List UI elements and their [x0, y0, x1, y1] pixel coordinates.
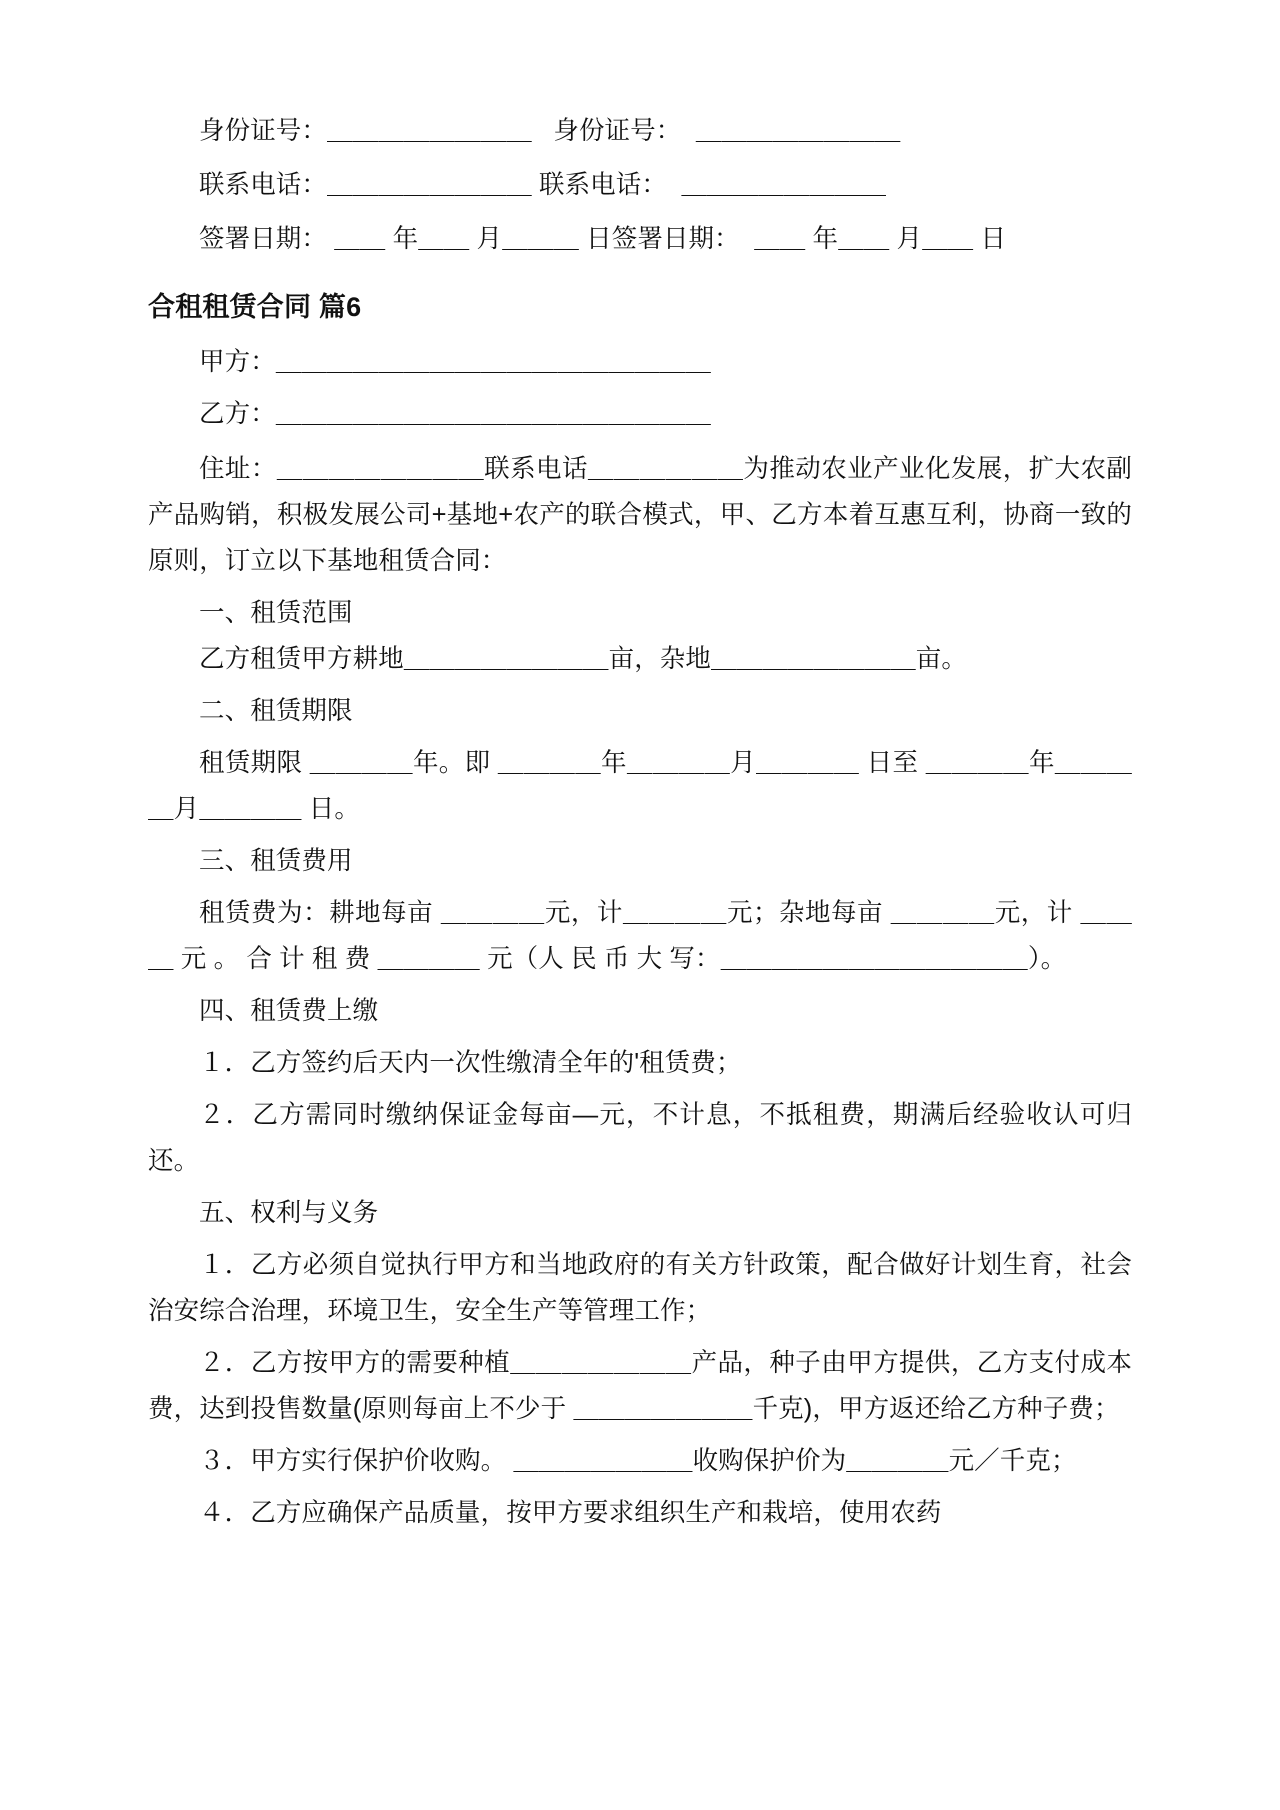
section-item: ３．甲方实行保护价收购。 ＿＿＿＿＿＿＿收购保护价为＿＿＿＿元／千克； — [199, 1447, 1077, 1475]
section-heading: 五、权利与义务 — [199, 1199, 379, 1227]
id-number-row: 身份证号：＿＿＿＿＿＿＿＿ 身份证号： ＿＿＿＿＿＿＿＿ — [199, 117, 901, 145]
section-item: ４．乙方应确保产品质量，按甲方要求组织生产和栽培，使用农药 — [199, 1499, 942, 1527]
party-b-line: 乙方：＿＿＿＿＿＿＿＿＿＿＿＿＿＿＿＿＿ — [199, 400, 712, 428]
section-item: ２．乙方按甲方的需要种植＿＿＿＿＿＿＿产品，种子由甲方提供，乙方支付成本费，达到投售数量(原则每亩上不少于 ＿＿＿＿＿＿＿千克)，甲方返还给乙方种子费； — [148, 1349, 1132, 1423]
party-a-line: 甲方：＿＿＿＿＿＿＿＿＿＿＿＿＿＿＿＿＿ — [199, 348, 712, 376]
section-heading: 二、租赁期限 — [199, 697, 353, 725]
section-heading: 一、租赁范围 — [199, 599, 353, 627]
section-rental-scope — [148, 590, 1132, 682]
section-rights-obligations — [148, 1190, 1132, 1536]
page-title: 合租租赁合同 篇6 — [148, 292, 362, 322]
contact-phone-row: 联系电话：＿＿＿＿＿＿＿＿ 联系电话： ＿＿＿＿＿＿＿＿ — [199, 171, 887, 199]
section-rental-fee — [148, 838, 1132, 982]
section-heading: 四、租赁费上缴 — [199, 997, 379, 1025]
section-heading: 三、租赁费用 — [199, 847, 353, 875]
section-fee-payment — [148, 988, 1132, 1184]
document-body — [148, 104, 1132, 1536]
section-paragraph: 乙方租赁甲方耕地＿＿＿＿＿＿＿＿亩，杂地＿＿＿＿＿＿＿＿亩。 — [199, 645, 968, 673]
signature-block — [148, 104, 1132, 266]
preamble-paragraph: 住址：＿＿＿＿＿＿＿＿联系电话＿＿＿＿＿＿为推动农业产业化发展，扩大农副产品购销，积极发展公司+基地+农产的联合模式，甲、乙方本着互惠互利，协商一致的原则，订立以下基地租赁合同： — [148, 455, 1132, 575]
section-item: １．乙方签约后天内一次性缴清全年的'租赁费； — [199, 1049, 742, 1077]
section-rental-term — [148, 688, 1132, 832]
section-paragraph: 租赁期限 ＿＿＿＿年。即 ＿＿＿＿年＿＿＿＿月＿＿＿＿ 日至 ＿＿＿＿年＿＿＿＿月＿＿＿＿ 日。 — [148, 749, 1132, 823]
section-paragraph: 租赁费为：耕地每亩 ＿＿＿＿元，计＿＿＿＿元；杂地每亩 ＿＿＿＿元，计 ＿＿＿ 元 。 合 计 租 费 ＿＿＿＿ 元（人 民 币 大 写：＿＿＿＿＿＿＿＿＿＿＿＿）。 — [148, 899, 1132, 973]
parties-block — [148, 336, 1132, 440]
signing-date-row: 签署日期： ＿＿ 年＿＿ 月＿＿＿ 日签署日期： ＿＿ 年＿＿ 月＿＿ 日 — [199, 225, 1007, 253]
section-item: ２．乙方需同时缴纳保证金每亩—元，不计息，不抵租费，期满后经验收认可归还。 — [148, 1101, 1132, 1175]
section-item: １．乙方必须自觉执行甲方和当地政府的有关方针政策，配合做好计划生育，社会治安综合治理，环境卫生，安全生产等管理工作； — [148, 1251, 1132, 1325]
